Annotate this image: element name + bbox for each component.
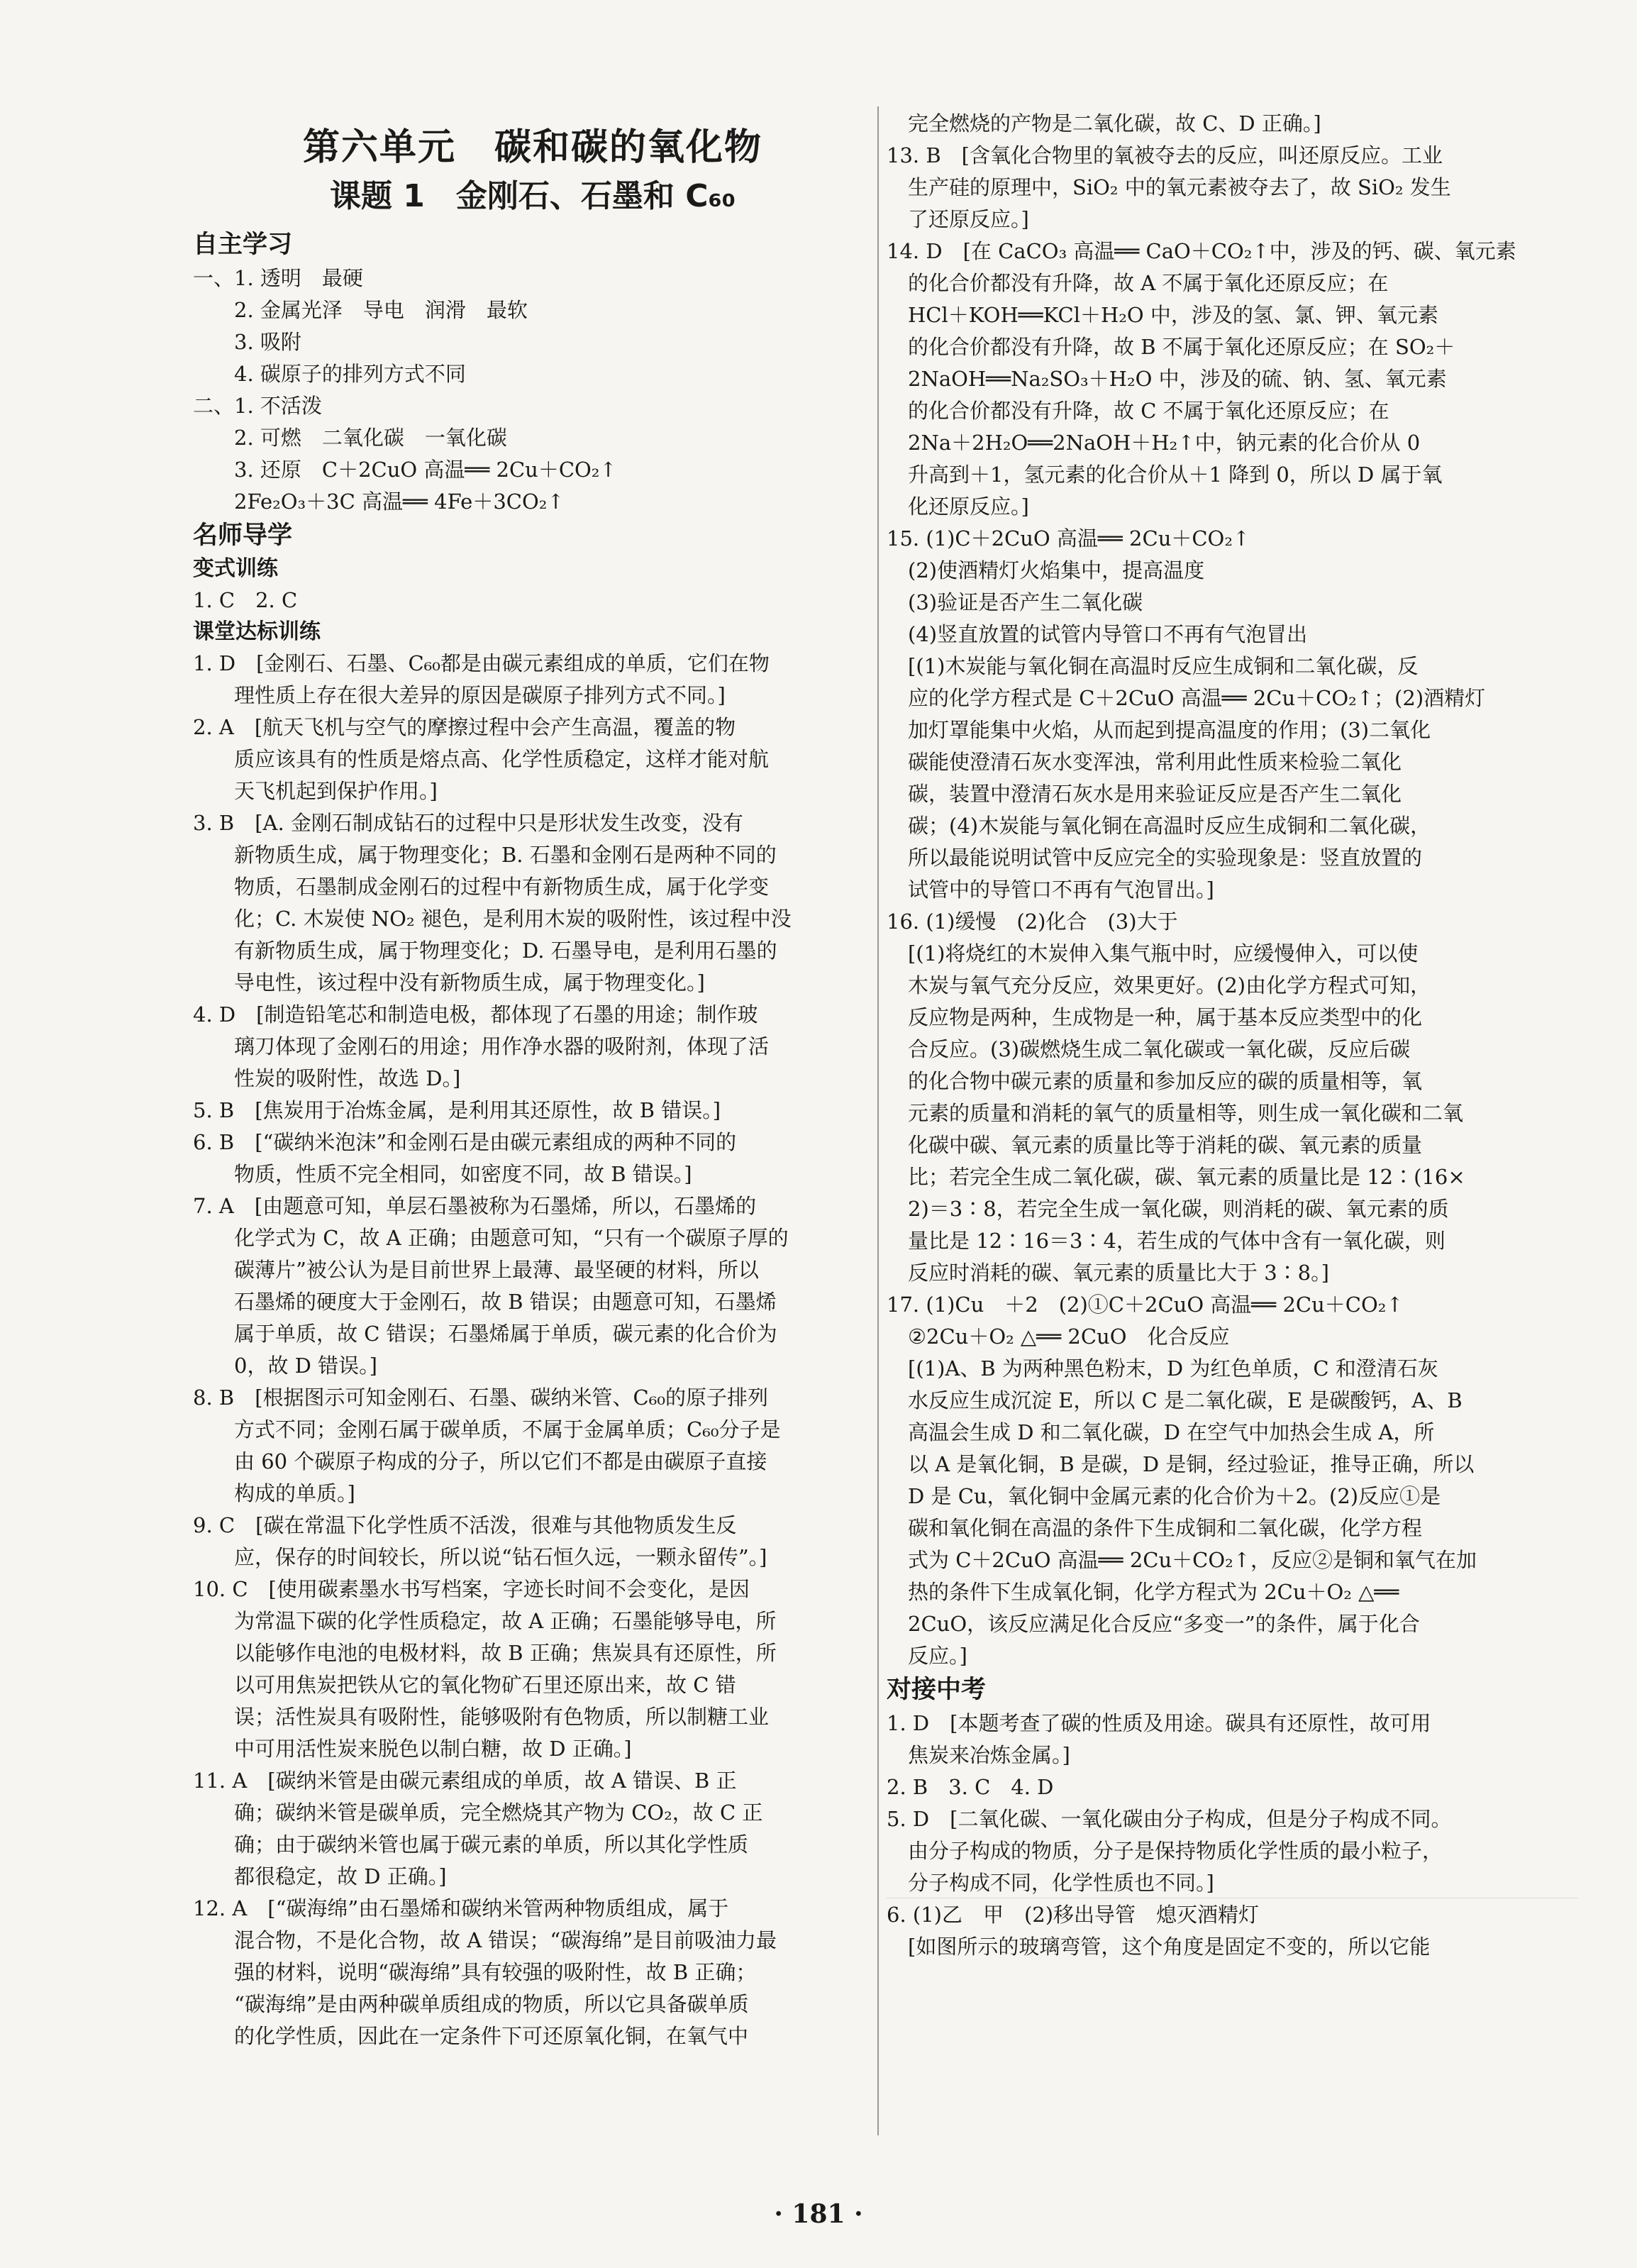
- text-line: 化学式为 C，故 A 正确；由题意可知，“只有一个碳原子厚的: [234, 1226, 789, 1250]
- text-line: 比；若完全生成二氧化碳，碳、氧元素的质量比是 12∶(16×: [908, 1165, 1465, 1189]
- text-line: 5. D [二氧化碳、一氧化碳由分子构成，但是分子构成不同。: [887, 1807, 1452, 1831]
- text-line: 2. B 3. C 4. D: [887, 1775, 1054, 1799]
- text-line: 石墨烯的硬度大于金刚石，故 B 错误；由题意可知，石墨烯: [234, 1290, 777, 1314]
- text-line: 0，故 D 错误。]: [234, 1354, 377, 1378]
- text-line: 天飞机起到保护作用。]: [234, 779, 438, 803]
- text-line: 升高到＋1，氢元素的化合价从＋1 降到 0，所以 D 属于氧: [908, 463, 1443, 487]
- text-line: 构成的单质。]: [234, 1481, 355, 1505]
- text-line: 方式不同；金刚石属于碳单质，不属于金属单质；C₆₀分子是: [234, 1417, 781, 1442]
- text-line: 导电性，该过程中没有新物质生成，属于物理变化。]: [234, 970, 705, 995]
- text-line: 8. B [根据图示可知金刚石、石墨、碳纳米管、C₆₀的原子排列: [193, 1385, 768, 1410]
- text-line: 热的条件下生成氧化铜，化学方程式为 2Cu＋O₂ △══: [908, 1580, 1399, 1604]
- section-heading: 名师导学: [193, 521, 293, 550]
- text-line: 都很稳定，故 D 正确。]: [234, 1864, 447, 1888]
- text-line: (4)竖直放置的试管内导管口不再有气泡冒出: [908, 622, 1308, 646]
- text-line: 混合物，不是化合物，故 A 错误；“碳海绵”是目前吸油力最: [234, 1928, 777, 1952]
- text-line: 1. D [本题考查了碳的性质及用途。碳具有还原性，故可用: [887, 1711, 1431, 1735]
- text-line: 16. (1)缓慢 (2)化合 (3)大于: [887, 909, 1178, 934]
- text-line: 应的化学方程式是 C＋2CuO 高温══ 2Cu＋CO₂↑；(2)酒精灯: [908, 686, 1486, 710]
- text-line: 误；活性炭具有吸附性，能够吸附有色物质，所以制糖工业: [234, 1705, 770, 1729]
- text-line: 3. 吸附: [234, 330, 301, 354]
- text-line: 2Fe₂O₃＋3C 高温══ 4Fe＋3CO₂↑: [234, 489, 565, 514]
- text-line: 3. B [A. 金刚石制成钻石的过程中只是形状发生改变，没有: [193, 811, 743, 835]
- text-line: 应，保存的时间较长，所以说“钻石恒久远，一颗永留传”。]: [234, 1545, 767, 1569]
- page-number: · 181 ·: [774, 2199, 863, 2229]
- text-line: 5. B [焦炭用于冶炼金属，是利用其还原性，故 B 错误。]: [193, 1098, 721, 1122]
- text-line: 6. (1)乙 甲 (2)移出导管 熄灭酒精灯: [887, 1903, 1260, 1927]
- text-line: [(1)将烧红的木炭伸入集气瓶中时，应缓慢伸入，可以使: [908, 941, 1419, 966]
- text-line: ②2Cu＋O₂ △══ 2CuO 化合反应: [908, 1324, 1230, 1349]
- text-line: 理性质上存在很大差异的原因是碳原子排列方式不同。]: [234, 683, 726, 707]
- text-line: 高温会生成 D 和二氧化碳，D 在空气中加热会生成 A，所: [908, 1420, 1435, 1444]
- text-line: 6. B [“碳纳米泡沫”和金刚石是由碳元素组成的两种不同的: [193, 1130, 737, 1154]
- text-line: 确；碳纳米管是碳单质，完全燃烧其产物为 CO₂，故 C 正: [234, 1800, 763, 1825]
- text-line: “碳海绵”是由两种碳单质组成的物质，所以它具备碳单质: [234, 1992, 749, 2016]
- text-line: 合反应。(3)碳燃烧生成二氧化碳或一氧化碳，反应后碳: [908, 1037, 1411, 1061]
- text-line: 12. A [“碳海绵”由石墨烯和碳纳米管两种物质组成，属于: [193, 1896, 729, 1920]
- text-line: 2)＝3∶8，若完全生成一氧化碳，则消耗的碳、氧元素的质: [908, 1197, 1449, 1221]
- text-line: 由 60 个碳原子构成的分子，所以它们不都是由碳原子直接: [234, 1449, 767, 1473]
- text-line: 3. 还原 C＋2CuO 高温══ 2Cu＋CO₂↑: [234, 458, 617, 482]
- text-line: 物质，石墨制成金刚石的过程中有新物质生成，属于化学变: [234, 875, 770, 899]
- text-line: [如图所示的玻璃弯管，这个角度是固定不变的，所以它能: [908, 1935, 1431, 1959]
- text-line: 一、1. 透明 最硬: [193, 266, 363, 290]
- left-column: [193, 227, 872, 2052]
- text-line: 确；由于碳纳米管也属于碳元素的单质，所以其化学性质: [234, 1832, 749, 1857]
- section-heading: 对接中考: [887, 1676, 987, 1704]
- text-line: 木炭与氧气充分反应，效果更好。(2)由化学方程式可知，: [908, 973, 1431, 997]
- text-line: 11. A [碳纳米管是由碳元素组成的单质，故 A 错误、B 正: [193, 1769, 737, 1793]
- text-line: 的化学性质，因此在一定条件下可还原氧化铜，在氧气中: [234, 2024, 749, 2048]
- text-line: [(1)木炭能与氧化铜在高温时反应生成铜和二氧化碳，反: [908, 654, 1419, 678]
- text-line: 2Na＋2H₂O══2NaOH＋H₂↑中，钠元素的化合价从 0: [908, 431, 1421, 455]
- text-line: 2. 可燃 二氧化碳 一氧化碳: [234, 426, 507, 450]
- text-line: 性炭的吸附性，故选 D。]: [234, 1066, 461, 1090]
- text-line: 以可用焦炭把铁从它的氧化物矿石里还原出来，故 C 错: [234, 1673, 736, 1697]
- text-line: 水反应生成沉淀 E，所以 C 是二氧化碳，E 是碳酸钙，A、B: [908, 1388, 1463, 1412]
- text-line: 1. D [金刚石、石墨、C₆₀都是由碳元素组成的单质，它们在物: [193, 651, 770, 675]
- text-line: 中可用活性炭来脱色以制白糖，故 D 正确。]: [234, 1737, 632, 1761]
- text-line: 元素的质量和消耗的氧气的质量相等，则生成一氧化碳和二氧: [908, 1101, 1464, 1125]
- text-line: 10. C [使用碳素墨水书写档案，字迹长时间不会变化，是因: [193, 1577, 750, 1601]
- text-line: 反应时消耗的碳、氧元素的质量比大于 3∶8。]: [908, 1261, 1329, 1285]
- text-line: 璃刀体现了金刚石的用途；用作净水器的吸附剂，体现了活: [234, 1034, 770, 1058]
- text-line: 的化合价都没有升降，故 A 不属于氧化还原反应；在: [908, 271, 1389, 295]
- text-line: 以能够作电池的电极材料，故 B 正确；焦炭具有还原性，所: [234, 1641, 777, 1665]
- text-line: 加灯罩能集中火焰，从而起到提高温度的作用；(3)二氧化: [908, 718, 1431, 742]
- text-line: 15. (1)C＋2CuO 高温══ 2Cu＋CO₂↑: [887, 526, 1250, 551]
- text-line: 的化合价都没有升降，故 C 不属于氧化还原反应；在: [908, 399, 1389, 423]
- text-line: 了还原反应。]: [908, 207, 1029, 231]
- text-line: 式为 C＋2CuO 高温══ 2Cu＋CO₂↑，反应②是铜和氧气在加: [908, 1548, 1477, 1572]
- text-line: 新物质生成，属于物理变化；B. 石墨和金刚石是两种不同的: [234, 843, 777, 867]
- right-column: [887, 108, 1575, 1963]
- text-line: 二、1. 不活泼: [193, 394, 322, 418]
- text-line: 反应。]: [908, 1644, 967, 1668]
- subsection-heading: 课堂达标训练: [193, 619, 321, 644]
- text-line: 由分子构成的物质，分子是保持物质化学性质的最小粒子，: [908, 1839, 1443, 1863]
- text-line: 2NaOH══Na₂SO₃＋H₂O 中，涉及的硫、钠、氢、氧元素: [908, 367, 1447, 391]
- text-line: 有新物质生成，属于物理变化；D. 石墨导电，是利用石墨的: [234, 939, 777, 963]
- text-line: 完全燃烧的产物是二氧化碳，故 C、D 正确。]: [908, 111, 1321, 135]
- column-divider: [877, 106, 879, 2135]
- text-line: 4. D [制造铅笔芯和制造电极，都体现了石墨的用途；制作玻: [193, 1002, 758, 1027]
- text-line: 9. C [碳在常温下化学性质不活泼，很难与其他物质发生反: [193, 1513, 737, 1537]
- text-line: 碳，装置中澄清石灰水是用来验证反应是否产生二氧化: [908, 782, 1402, 806]
- text-line: 化还原反应。]: [908, 494, 1029, 519]
- text-line: HCl＋KOH══KCl＋H₂O 中，涉及的氢、氯、钾、氧元素: [908, 303, 1438, 327]
- text-line: D 是 Cu，氧化铜中金属元素的化合价为＋2。(2)反应①是: [908, 1484, 1441, 1508]
- text-line: 2. 金属光泽 导电 润滑 最软: [234, 298, 528, 322]
- text-line: 质应该具有的性质是熔点高、化学性质稳定，这样才能对航: [234, 747, 770, 771]
- text-line: 的化合物中碳元素的质量和参加反应的碳的质量相等，氧: [908, 1069, 1423, 1093]
- text-line: 分子构成不同，化学性质也不同。]: [908, 1871, 1214, 1895]
- subsection-heading: 变式训练: [193, 556, 278, 581]
- text-line: 以 A 是氧化铜，B 是碳，D 是铜，经过验证，推导正确，所以: [908, 1452, 1475, 1476]
- text-line: 碳薄片”被公认为是目前世界上最薄、最坚硬的材料，所以: [234, 1258, 759, 1282]
- text-line: [(1)A、B 为两种黑色粉末，D 为红色单质，C 和澄清石灰: [908, 1356, 1438, 1381]
- text-line: 焦炭来冶炼金属。]: [908, 1743, 1070, 1767]
- text-line: 化碳中碳、氧元素的质量比等于消耗的碳、氧元素的质量: [908, 1133, 1423, 1157]
- text-line: 生产硅的原理中，SiO₂ 中的氧元素被夺去了，故 SiO₂ 发生: [908, 175, 1451, 199]
- text-line: 14. D [在 CaCO₃ 高温══ CaO＋CO₂↑中，涉及的钙、碳、氧元素: [887, 239, 1516, 263]
- text-line: 属于单质，故 C 错误；石墨烯属于单质，碳元素的化合价为: [234, 1322, 777, 1346]
- text-line: 的化合价都没有升降，故 B 不属于氧化还原反应；在 SO₂＋: [908, 335, 1455, 359]
- text-line: 所以最能说明试管中反应完全的实验现象是：竖直放置的: [908, 846, 1423, 870]
- text-line: 反应物是两种，生成物是一种，属于基本反应类型中的化: [908, 1005, 1423, 1029]
- text-line: 17. (1)Cu ＋2 (2)①C＋2CuO 高温══ 2Cu＋CO₂↑: [887, 1293, 1404, 1317]
- text-line: 7. A [由题意可知，单层石墨被称为石墨烯，所以，石墨烯的: [193, 1194, 757, 1218]
- text-line: 化；C. 木炭使 NO₂ 褪色，是利用木炭的吸附性，该过程中没: [234, 907, 792, 931]
- unit-title: 第六单元 碳和碳的氧化物: [302, 126, 762, 169]
- text-line: 13. B [含氧化合物里的氧被夺去的反应，叫还原反应。工业: [887, 143, 1443, 167]
- text-line: 碳和氧化铜在高温的条件下生成铜和二氧化碳，化学方程: [908, 1516, 1423, 1540]
- lesson-title: 课题 1 金刚石、石墨和 C₆₀: [329, 178, 736, 214]
- text-line: 物质，性质不完全相同，如密度不同，故 B 错误。]: [234, 1162, 692, 1186]
- text-line: 强的材料，说明“碳海绵”具有较强的吸附性，故 B 正确；: [234, 1960, 757, 1984]
- text-line: 碳能使澄清石灰水变浑浊，常利用此性质来检验二氧化: [908, 750, 1402, 774]
- text-line: 2. A [航天飞机与空气的摩擦过程中会产生高温，覆盖的物: [193, 715, 736, 739]
- text-line: 2CuO，该反应满足化合反应“多变一”的条件，属于化合: [908, 1612, 1420, 1636]
- text-line: 1. C 2. C: [193, 588, 298, 612]
- text-line: 量比是 12∶16＝3∶4，若生成的气体中含有一氧化碳，则: [908, 1229, 1445, 1253]
- text-line: (2)使酒精灯火焰集中，提高温度: [908, 558, 1205, 582]
- text-line: 试管中的导管口不再有气泡冒出。]: [908, 878, 1214, 902]
- text-line: 4. 碳原子的排列方式不同: [234, 362, 466, 386]
- section-heading: 自主学习: [193, 231, 293, 259]
- text-line: 为常温下碳的化学性质稳定，故 A 正确；石墨能够导电，所: [234, 1609, 777, 1633]
- text-line: 碳；(4)木炭能与氧化铜在高温时反应生成铜和二氧化碳，: [908, 814, 1431, 838]
- text-line: (3)验证是否产生二氧化碳: [908, 590, 1143, 614]
